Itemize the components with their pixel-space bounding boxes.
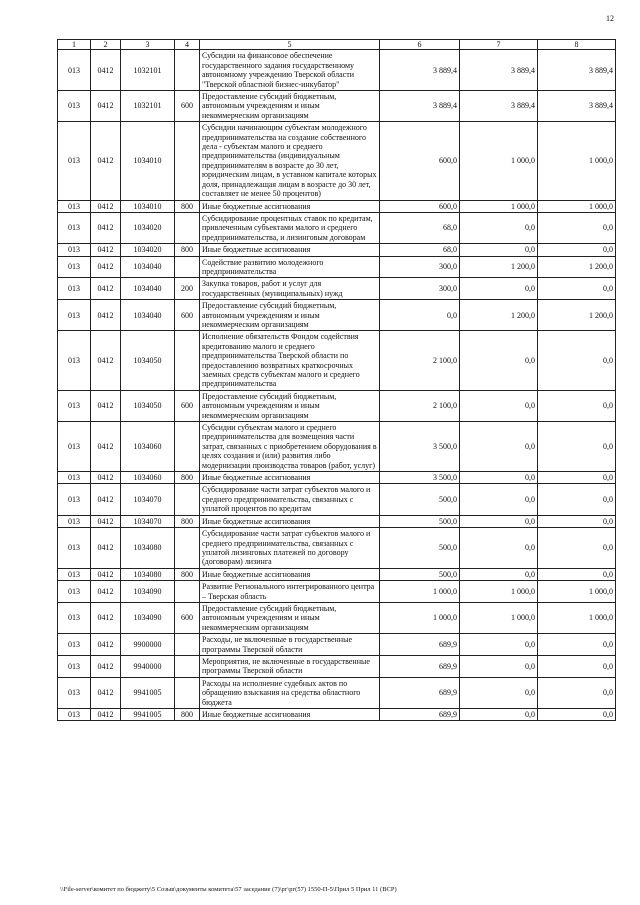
expense-type-cell: 800 <box>175 472 200 484</box>
amount-col8-cell: 1 000,0 <box>538 602 616 633</box>
table-row <box>58 472 616 484</box>
table-row <box>58 278 616 300</box>
table-row <box>58 256 616 278</box>
section-code-cell: 0412 <box>91 528 121 569</box>
target-article-cell: 9940000 <box>121 655 175 677</box>
section-code-cell: 0412 <box>91 256 121 278</box>
amount-col8-cell: 3 889,4 <box>538 50 616 91</box>
description-cell: Иные бюджетные ассигнования <box>200 515 380 527</box>
table-row <box>58 602 616 633</box>
amount-col7-cell: 0,0 <box>460 278 538 300</box>
expense-type-cell: 800 <box>175 709 200 721</box>
section-code-cell: 0412 <box>91 568 121 580</box>
description-cell: Расходы на исполнение судебных актов по обращению взыскания на средства областного бюджета <box>200 677 380 708</box>
target-article-cell: 9941005 <box>121 677 175 708</box>
amount-col6-cell: 3 889,4 <box>380 50 460 91</box>
amount-col8-cell: 1 000,0 <box>538 581 616 603</box>
ministry-code-cell: 013 <box>58 300 91 331</box>
amount-col8-cell: 1 200,0 <box>538 300 616 331</box>
table-row <box>58 709 616 721</box>
expense-type-cell <box>175 634 200 656</box>
section-code-cell: 0412 <box>91 212 121 243</box>
amount-col6-cell: 500,0 <box>380 528 460 569</box>
target-article-cell: 1034020 <box>121 244 175 256</box>
amount-col8-cell: 3 889,4 <box>538 91 616 122</box>
ministry-code-cell: 013 <box>58 528 91 569</box>
amount-col8-cell: 0,0 <box>538 484 616 515</box>
ministry-code-cell: 013 <box>58 50 91 91</box>
table-row <box>58 390 616 421</box>
expense-type-cell <box>175 331 200 390</box>
ministry-code-cell: 013 <box>58 91 91 122</box>
table-row <box>58 50 616 91</box>
section-code-cell: 0412 <box>91 244 121 256</box>
section-code-cell: 0412 <box>91 331 121 390</box>
amount-col6-cell: 2 100,0 <box>380 331 460 390</box>
amount-col7-cell: 1 200,0 <box>460 300 538 331</box>
expense-type-cell: 600 <box>175 91 200 122</box>
ministry-code-cell: 013 <box>58 568 91 580</box>
expense-type-cell <box>175 422 200 472</box>
amount-col8-cell: 0,0 <box>538 390 616 421</box>
target-article-cell: 1034080 <box>121 528 175 569</box>
ministry-code-cell: 013 <box>58 515 91 527</box>
target-article-cell: 1032101 <box>121 91 175 122</box>
expense-type-cell <box>175 677 200 708</box>
target-article-cell: 1034070 <box>121 484 175 515</box>
target-article-cell: 1034060 <box>121 422 175 472</box>
amount-col6-cell: 500,0 <box>380 568 460 580</box>
table-row <box>58 244 616 256</box>
amount-col8-cell: 0,0 <box>538 278 616 300</box>
description-cell: Иные бюджетные ассигнования <box>200 244 380 256</box>
ministry-code-cell: 013 <box>58 602 91 633</box>
expense-type-cell <box>175 256 200 278</box>
table-row <box>58 484 616 515</box>
target-article-cell: 1034060 <box>121 472 175 484</box>
amount-col6-cell: 689,9 <box>380 709 460 721</box>
section-code-cell: 0412 <box>91 709 121 721</box>
description-cell: Иные бюджетные ассигнования <box>200 472 380 484</box>
amount-col6-cell: 68,0 <box>380 212 460 243</box>
table-body <box>58 50 616 721</box>
column-header: 1 <box>58 40 91 50</box>
description-cell: Предоставление субсидий бюджетным, автономным учреждениям и иным некоммерческим организациям <box>200 602 380 633</box>
ministry-code-cell: 013 <box>58 472 91 484</box>
amount-col8-cell: 0,0 <box>538 677 616 708</box>
expense-type-cell <box>175 581 200 603</box>
amount-col6-cell: 2 100,0 <box>380 390 460 421</box>
amount-col7-cell: 1 000,0 <box>460 602 538 633</box>
target-article-cell: 1034020 <box>121 212 175 243</box>
budget-table <box>57 39 616 721</box>
description-cell: Закупка товаров, работ и услуг для государственных (муниципальных) нужд <box>200 278 380 300</box>
amount-col7-cell: 0,0 <box>460 472 538 484</box>
amount-col8-cell: 0,0 <box>538 528 616 569</box>
description-cell: Исполнение обязательств Фондом содействия кредитованию малого и среднего предпринимательства Тверской области по предоставлению возвратных краткосрочных заемных средств субъектам малого и среднего предпринимательства <box>200 331 380 390</box>
section-code-cell: 0412 <box>91 91 121 122</box>
amount-col8-cell: 0,0 <box>538 709 616 721</box>
amount-col8-cell: 1 200,0 <box>538 256 616 278</box>
amount-col7-cell: 3 889,4 <box>460 91 538 122</box>
ministry-code-cell: 013 <box>58 677 91 708</box>
target-article-cell: 1032101 <box>121 50 175 91</box>
target-article-cell: 1034090 <box>121 602 175 633</box>
table-row <box>58 331 616 390</box>
description-cell: Содействие развитию молодежного предпринимательства <box>200 256 380 278</box>
section-code-cell: 0412 <box>91 200 121 212</box>
target-article-cell: 1034090 <box>121 581 175 603</box>
amount-col6-cell: 600,0 <box>380 122 460 200</box>
section-code-cell: 0412 <box>91 581 121 603</box>
amount-col7-cell: 0,0 <box>460 422 538 472</box>
amount-col8-cell: 0,0 <box>538 568 616 580</box>
target-article-cell: 1034010 <box>121 200 175 212</box>
amount-col8-cell: 0,0 <box>538 422 616 472</box>
table-row <box>58 122 616 200</box>
target-article-cell: 1034080 <box>121 568 175 580</box>
column-header: 3 <box>121 40 175 50</box>
amount-col6-cell: 500,0 <box>380 484 460 515</box>
amount-col6-cell: 689,9 <box>380 655 460 677</box>
amount-col7-cell: 0,0 <box>460 484 538 515</box>
expense-type-cell: 600 <box>175 300 200 331</box>
column-header: 6 <box>380 40 460 50</box>
ministry-code-cell: 013 <box>58 484 91 515</box>
amount-col6-cell: 689,9 <box>380 677 460 708</box>
expense-type-cell: 200 <box>175 278 200 300</box>
description-cell: Субсидии субъектам малого и среднего предпринимательства для возмещения части затрат, связанных с приобретением оборудования в целях создания и (или) развития либо модернизации производства товаров (работ, услуг) <box>200 422 380 472</box>
amount-col7-cell: 0,0 <box>460 528 538 569</box>
amount-col8-cell: 1 000,0 <box>538 122 616 200</box>
amount-col8-cell: 1 000,0 <box>538 200 616 212</box>
ministry-code-cell: 013 <box>58 212 91 243</box>
table-row <box>58 91 616 122</box>
expense-type-cell: 600 <box>175 602 200 633</box>
ministry-code-cell: 013 <box>58 655 91 677</box>
description-cell: Предоставление субсидий бюджетным, автономным учреждениям и иным некоммерческим организациям <box>200 91 380 122</box>
section-code-cell: 0412 <box>91 677 121 708</box>
expense-type-cell: 800 <box>175 515 200 527</box>
amount-col6-cell: 0,0 <box>380 300 460 331</box>
description-cell: Расходы, не включенные в государственные программы Тверской области <box>200 634 380 656</box>
ministry-code-cell: 013 <box>58 390 91 421</box>
amount-col6-cell: 1 000,0 <box>380 602 460 633</box>
amount-col8-cell: 0,0 <box>538 634 616 656</box>
table-row <box>58 655 616 677</box>
column-header: 4 <box>175 40 200 50</box>
amount-col7-cell: 0,0 <box>460 677 538 708</box>
section-code-cell: 0412 <box>91 655 121 677</box>
amount-col7-cell: 0,0 <box>460 390 538 421</box>
amount-col6-cell: 600,0 <box>380 200 460 212</box>
ministry-code-cell: 013 <box>58 256 91 278</box>
amount-col8-cell: 0,0 <box>538 472 616 484</box>
amount-col7-cell: 0,0 <box>460 655 538 677</box>
table-row <box>58 200 616 212</box>
amount-col8-cell: 0,0 <box>538 655 616 677</box>
target-article-cell: 1034050 <box>121 331 175 390</box>
section-code-cell: 0412 <box>91 484 121 515</box>
description-cell: Иные бюджетные ассигнования <box>200 568 380 580</box>
table-row <box>58 212 616 243</box>
expense-type-cell <box>175 212 200 243</box>
table-row <box>58 528 616 569</box>
description-cell: Развитие Регионального интегрированного центра – Тверская область <box>200 581 380 603</box>
table-row <box>58 568 616 580</box>
ministry-code-cell: 013 <box>58 331 91 390</box>
section-code-cell: 0412 <box>91 472 121 484</box>
expense-type-cell: 800 <box>175 200 200 212</box>
expense-type-cell <box>175 484 200 515</box>
section-code-cell: 0412 <box>91 422 121 472</box>
amount-col7-cell: 0,0 <box>460 331 538 390</box>
expense-type-cell <box>175 655 200 677</box>
amount-col8-cell: 0,0 <box>538 331 616 390</box>
table-row <box>58 677 616 708</box>
description-cell: Субсидии начинающим субъектам молодежного предпринимательства на создание собственного дела - субъектам малого и среднего предпринимательства (индивидуальным предпринимателям в возрасте до 30 лет, юридическим лицам, в уставном капитале которых доля, принадлежащая лицам в возрасте до 30 лет, составляет не менее 50 процентов) <box>200 122 380 200</box>
ministry-code-cell: 013 <box>58 122 91 200</box>
amount-col7-cell: 0,0 <box>460 515 538 527</box>
amount-col7-cell: 0,0 <box>460 568 538 580</box>
amount-col7-cell: 0,0 <box>460 244 538 256</box>
amount-col6-cell: 500,0 <box>380 515 460 527</box>
target-article-cell: 1034010 <box>121 122 175 200</box>
table-row <box>58 300 616 331</box>
table-row <box>58 515 616 527</box>
target-article-cell: 1034040 <box>121 278 175 300</box>
amount-col6-cell: 3 500,0 <box>380 422 460 472</box>
section-code-cell: 0412 <box>91 278 121 300</box>
target-article-cell: 1034050 <box>121 390 175 421</box>
target-article-cell: 9900000 <box>121 634 175 656</box>
expense-type-cell <box>175 122 200 200</box>
amount-col8-cell: 0,0 <box>538 244 616 256</box>
description-cell: Предоставление субсидий бюджетным, автономным учреждениям и иным некоммерческим организациям <box>200 390 380 421</box>
table-row <box>58 581 616 603</box>
description-cell: Субсидирование процентных ставок по кредитам, привлеченным субъектами малого и среднего предпринимательства, и лизинговым договорам <box>200 212 380 243</box>
amount-col6-cell: 300,0 <box>380 256 460 278</box>
file-path-footer: \\File-server\комитет по бюджету\5 Созыв\документы комитета\57 заседание (7)\рг\рг(57) 1550-П-5\Прил 5 Прил 11 (ВСР) <box>60 886 397 893</box>
amount-col8-cell: 0,0 <box>538 212 616 243</box>
section-code-cell: 0412 <box>91 515 121 527</box>
amount-col7-cell: 3 889,4 <box>460 50 538 91</box>
section-code-cell: 0412 <box>91 634 121 656</box>
amount-col7-cell: 1 000,0 <box>460 122 538 200</box>
section-code-cell: 0412 <box>91 390 121 421</box>
expense-type-cell <box>175 50 200 91</box>
ministry-code-cell: 013 <box>58 200 91 212</box>
amount-col6-cell: 3 500,0 <box>380 472 460 484</box>
table-row <box>58 422 616 472</box>
target-article-cell: 1034070 <box>121 515 175 527</box>
table-row <box>58 634 616 656</box>
header-row <box>58 40 616 50</box>
amount-col6-cell: 3 889,4 <box>380 91 460 122</box>
target-article-cell: 1034040 <box>121 300 175 331</box>
amount-col6-cell: 300,0 <box>380 278 460 300</box>
amount-col7-cell: 0,0 <box>460 212 538 243</box>
section-code-cell: 0412 <box>91 122 121 200</box>
amount-col6-cell: 689,9 <box>380 634 460 656</box>
column-header: 2 <box>91 40 121 50</box>
ministry-code-cell: 013 <box>58 422 91 472</box>
target-article-cell: 1034040 <box>121 256 175 278</box>
section-code-cell: 0412 <box>91 602 121 633</box>
section-code-cell: 0412 <box>91 50 121 91</box>
column-header: 5 <box>200 40 380 50</box>
ministry-code-cell: 013 <box>58 278 91 300</box>
amount-col6-cell: 1 000,0 <box>380 581 460 603</box>
amount-col6-cell: 68,0 <box>380 244 460 256</box>
description-cell: Иные бюджетные ассигнования <box>200 200 380 212</box>
description-cell: Субсидии на финансовое обеспечение государственного задания государственному автономному учреждению Тверской области "Тверской областной бизнес-инкубатор" <box>200 50 380 91</box>
column-header: 7 <box>460 40 538 50</box>
ministry-code-cell: 013 <box>58 709 91 721</box>
ministry-code-cell: 013 <box>58 634 91 656</box>
expense-type-cell <box>175 528 200 569</box>
ministry-code-cell: 013 <box>58 244 91 256</box>
amount-col7-cell: 1 000,0 <box>460 581 538 603</box>
amount-col7-cell: 1 000,0 <box>460 200 538 212</box>
column-header: 8 <box>538 40 616 50</box>
expense-type-cell: 800 <box>175 244 200 256</box>
amount-col7-cell: 0,0 <box>460 709 538 721</box>
expense-type-cell: 800 <box>175 568 200 580</box>
page-number: 12 <box>606 14 614 23</box>
description-cell: Субсидирование части затрат субъектов малого и среднего предпринимательства, связанных с уплатой лизинговых платежей по договору (договорам) лизинга <box>200 528 380 569</box>
description-cell: Мероприятия, не включенные в государственные программы Тверской области <box>200 655 380 677</box>
ministry-code-cell: 013 <box>58 581 91 603</box>
section-code-cell: 0412 <box>91 300 121 331</box>
description-cell: Предоставление субсидий бюджетным, автономным учреждениям и иным некоммерческим организациям <box>200 300 380 331</box>
description-cell: Иные бюджетные ассигнования <box>200 709 380 721</box>
amount-col7-cell: 1 200,0 <box>460 256 538 278</box>
target-article-cell: 9941005 <box>121 709 175 721</box>
description-cell: Субсидирование части затрат субъектов малого и среднего предпринимательства, связанных с уплатой процентов по кредитам <box>200 484 380 515</box>
amount-col7-cell: 0,0 <box>460 634 538 656</box>
expense-type-cell: 600 <box>175 390 200 421</box>
amount-col8-cell: 0,0 <box>538 515 616 527</box>
